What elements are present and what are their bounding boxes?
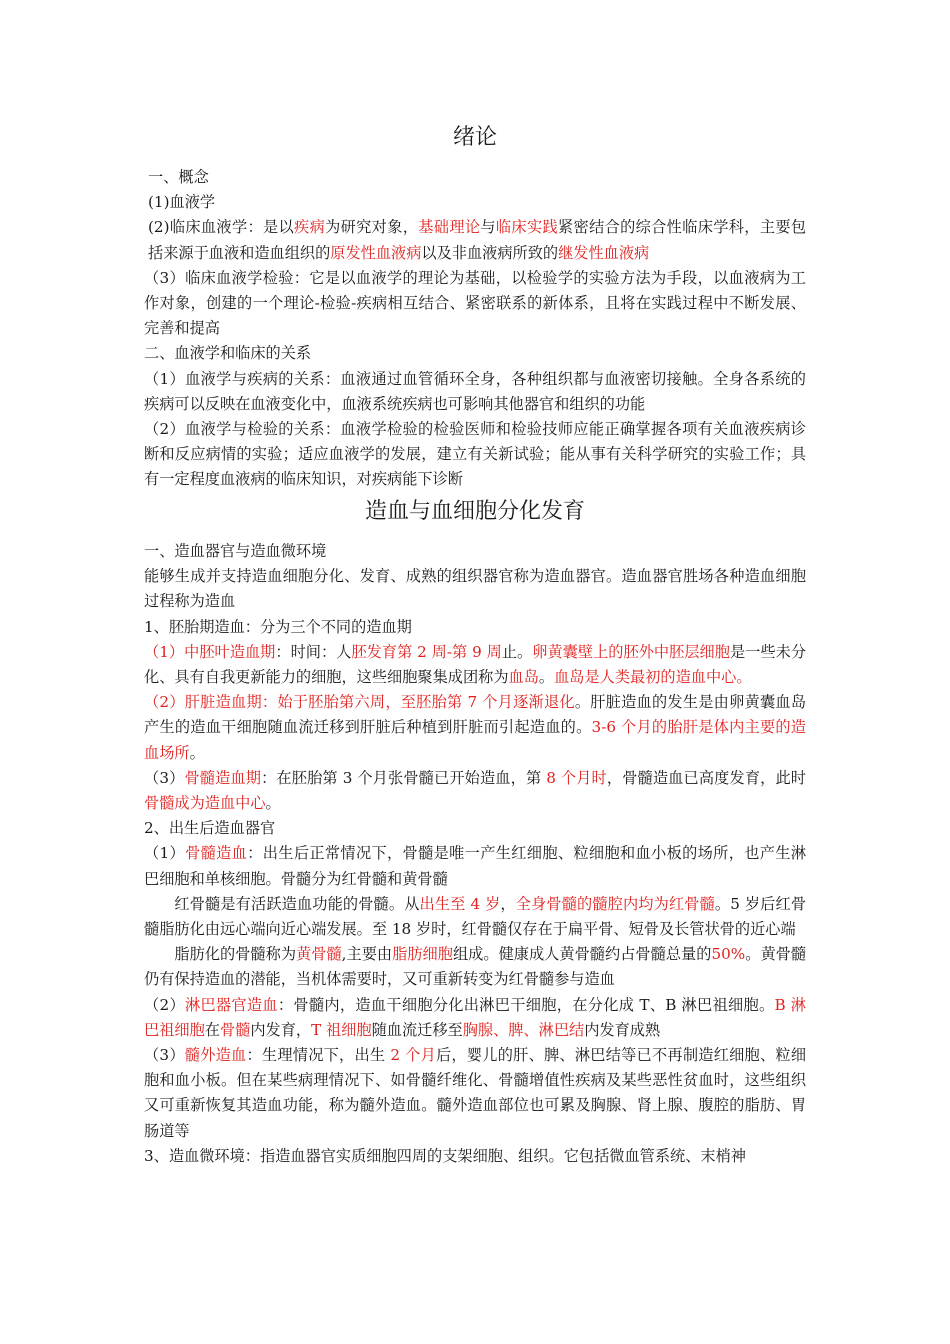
heading-microenvironment xyxy=(144,1144,806,1169)
item-hepatic-stage xyxy=(144,690,806,766)
chapter-title-intro: 绪论 xyxy=(452,125,497,150)
text-run: ：骨髓内，造血干细胞分化出淋巴干细胞，在分化成 T、B 淋巴祖细胞。 xyxy=(277,995,775,1014)
text-run: 内发育成熟 xyxy=(584,1020,661,1039)
text-run: 3、造血微环境：指造血器官实质细胞四周的支架细胞、组织。它包括微血管系统、末梢神 xyxy=(144,1146,746,1165)
heading-embryonic xyxy=(144,615,806,640)
text-run: (2)临床血液学：是以 xyxy=(148,218,295,237)
text-run: 组成。健康成人黄骨髓约占骨髓总量的 xyxy=(452,945,712,964)
highlight-text: 3-6 个月的胎肝是体内主要的造血场所 xyxy=(144,718,806,762)
heading-concept xyxy=(144,165,806,190)
intro-section xyxy=(144,165,806,493)
text-run: 一、造血器官与造血微环境 xyxy=(144,542,327,560)
highlight-text: 血岛 xyxy=(508,668,539,687)
text-run: 红骨髓是有活跃造血功能的骨髓。从 xyxy=(174,894,420,913)
highlight-text: 骨髓成为造血中心 xyxy=(144,794,266,813)
text-run: ， xyxy=(500,894,516,913)
text-run: 后，婴儿的肝、脾、淋巴结等已不再制造红细胞、粒细胞和血小板。但在某些病理情况下、如骨髓纤维化、骨髓增值性疾病及某些恶性贫血时，这些组织又可重新恢复其造血功能，称为髓外造血。髓外造血部位也可累及胸腺、肾上腺、腹腔的脂肪、胃肠道等 xyxy=(144,1046,807,1140)
highlight-text: 出生至 4 岁 xyxy=(419,894,501,913)
highlight-text: 骨髓造血 xyxy=(185,844,248,863)
text-run: ：出生后正常情况下，骨髓是唯一产生红细胞、粒细胞和血小板的场所，也产生淋巴细胞和单核细胞。骨髓分为红骨髓和黄骨髓 xyxy=(144,844,807,888)
text-run: 1、胚胎期造血：分为三个不同的造血期 xyxy=(144,617,412,636)
heading-organs xyxy=(144,539,806,564)
para-yellow-marrow xyxy=(144,942,806,992)
highlight-text: 髓外造血 xyxy=(184,1046,247,1065)
item-hema-lab xyxy=(144,417,806,493)
text-run: ：时间：人 xyxy=(275,642,352,661)
highlight-text: 黄骨髓 xyxy=(296,945,342,964)
text-run: 紧密结合的综合性临床学科，主要包括来源于血液和造血组织的 xyxy=(148,218,807,262)
item-hematology xyxy=(144,190,806,215)
highlight-text: 50% xyxy=(711,945,746,964)
item-mesoblastic-stage xyxy=(144,640,806,690)
para-red-marrow xyxy=(144,892,806,942)
text-run: 在 xyxy=(204,1020,220,1039)
text-run: 。 xyxy=(538,668,555,687)
text-run: ，骨髓造血已高度发育，此时 xyxy=(606,768,806,787)
highlight-text: 胸腺、脾、淋巴结 xyxy=(462,1020,585,1039)
text-run: ,主要由 xyxy=(341,945,393,964)
highlight-text: 血岛是人类最初的造血中心。 xyxy=(554,668,752,687)
text-run: 与 xyxy=(480,218,496,237)
text-run: 二、血液学和临床的关系 xyxy=(144,344,312,363)
text-run: 止。 xyxy=(501,642,533,661)
highlight-text: 卵黄囊壁上的胚外中胚层细胞 xyxy=(532,642,730,661)
text-run: 一、概念 xyxy=(148,168,209,186)
item-marrow-hematopoiesis xyxy=(144,841,806,891)
text-run: （3） xyxy=(144,768,185,787)
item-extramedullary xyxy=(144,1043,806,1144)
highlight-text: 骨髓 xyxy=(219,1020,251,1039)
text-run: （1）血液学与疾病的关系：血液通过血管循环全身，各种组织都与血液密切接触。全身各系统的疾病可以反映在血液变化中，血液系统疾病也可影响其他器官和组织的功能 xyxy=(144,369,806,413)
text-run: 。5 岁后红骨髓脂肪化由远心端向近心端发展。至 18 岁时，红骨髓仅存在于扁平骨、短骨及长管状骨的近心端 xyxy=(144,894,807,939)
highlight-text: （2）肝脏造血期：始于胚胎第六周，至胚胎第 7 个月逐渐退化 xyxy=(144,693,575,712)
text-run: 随血流迁移至 xyxy=(371,1020,463,1039)
text-run: （1） xyxy=(144,844,186,863)
highlight-text: 基础理论 xyxy=(418,218,481,237)
item-clinical-hematology xyxy=(144,215,806,265)
highlight-text: 淋巴器官造血 xyxy=(184,995,278,1014)
hematopoiesis-section xyxy=(144,539,806,1169)
text-run: 。 xyxy=(189,743,205,762)
item-marrow-stage xyxy=(144,766,806,816)
highlight-text: （1）中胚叶造血期 xyxy=(144,642,276,661)
highlight-text: 临床实践 xyxy=(495,218,559,237)
item-clinical-lab-hematology xyxy=(144,266,806,342)
text-run: 能够生成并支持造血细胞分化、发育、成熟的组织器官称为造血器官。造血器官胜场各种造血细胞过程称为造血 xyxy=(144,567,806,611)
highlight-text: 胚发育第 2 周-第 9 周 xyxy=(351,642,502,661)
text-run: （2） xyxy=(144,995,185,1014)
text-run: 为研究对象， xyxy=(325,218,419,237)
highlight-text: T 祖细胞 xyxy=(311,1020,372,1039)
text-run: ：在胚胎第 3 个月张骨髓已开始造血，第 xyxy=(261,768,547,787)
text-run: 2、出生后造血器官 xyxy=(144,819,276,838)
text-run: （3） xyxy=(144,1046,185,1065)
highlight-text: 继发性血液病 xyxy=(558,243,650,262)
highlight-text: B 淋巴祖细胞 xyxy=(144,995,806,1039)
highlight-text: 8 个月时 xyxy=(546,768,607,787)
highlight-text: 骨髓造血期 xyxy=(184,768,262,787)
highlight-text: 脂肪细胞 xyxy=(392,945,453,964)
text-run: 内发育， xyxy=(250,1020,312,1039)
text-run: 脂肪化的骨髓称为 xyxy=(174,945,297,964)
text-run: （2）血液学与检验的关系：血液学检验的检验医师和检验技师应能正确掌握各项有关血液疾病诊断和反应病情的实验；适应血液学的发展，建立有关新试验；能从事有关科学研究的实验工作；具有一定程度血液病的临床知识，对疾病能下诊断 xyxy=(144,420,806,489)
para-definition xyxy=(144,564,806,614)
text-run: ：生理情况下，出生 xyxy=(246,1046,391,1065)
text-run: 以及非血液病所致的 xyxy=(421,243,559,262)
highlight-text: 原发性血液病 xyxy=(330,243,422,262)
highlight-text: 疾病 xyxy=(294,218,326,237)
heading-postnatal xyxy=(144,816,806,841)
heading-relation xyxy=(144,341,806,366)
item-lymphoid-organs xyxy=(144,993,806,1043)
text-run: (1)血液学 xyxy=(148,193,216,212)
chapter-title-hematopoiesis: 造血与血细胞分化发育 xyxy=(364,499,585,524)
highlight-text: 2 个月 xyxy=(390,1046,436,1065)
text-run: 。 xyxy=(265,794,281,813)
item-hema-disease xyxy=(144,367,806,417)
text-run: 。肝脏造血的发生是由卵黄囊血岛产生的造血干细胞随血流迁移到肝脏后种植到肝脏而引起造血的。 xyxy=(144,693,807,737)
highlight-text: 全身骨髓的髓腔内均为红骨髓 xyxy=(515,894,715,913)
text-run: 是一些未分化、具有自我更新能力的细胞，这些细胞聚集成团称为 xyxy=(144,642,807,687)
text-run: 。黄骨髓仍有保持造血的潜能，当机体需要时，又可重新转变为红骨髓参与造血 xyxy=(144,945,807,989)
text-run: （3）临床血液学检验：它是以血液学的理论为基础，以检验学的实验方法为手段，以血液病为工作对象，创建的一个理论-检验-疾病相互结合、紧密联系的新体系，且将在实践过程中不断发展、完善和提高 xyxy=(144,268,806,338)
